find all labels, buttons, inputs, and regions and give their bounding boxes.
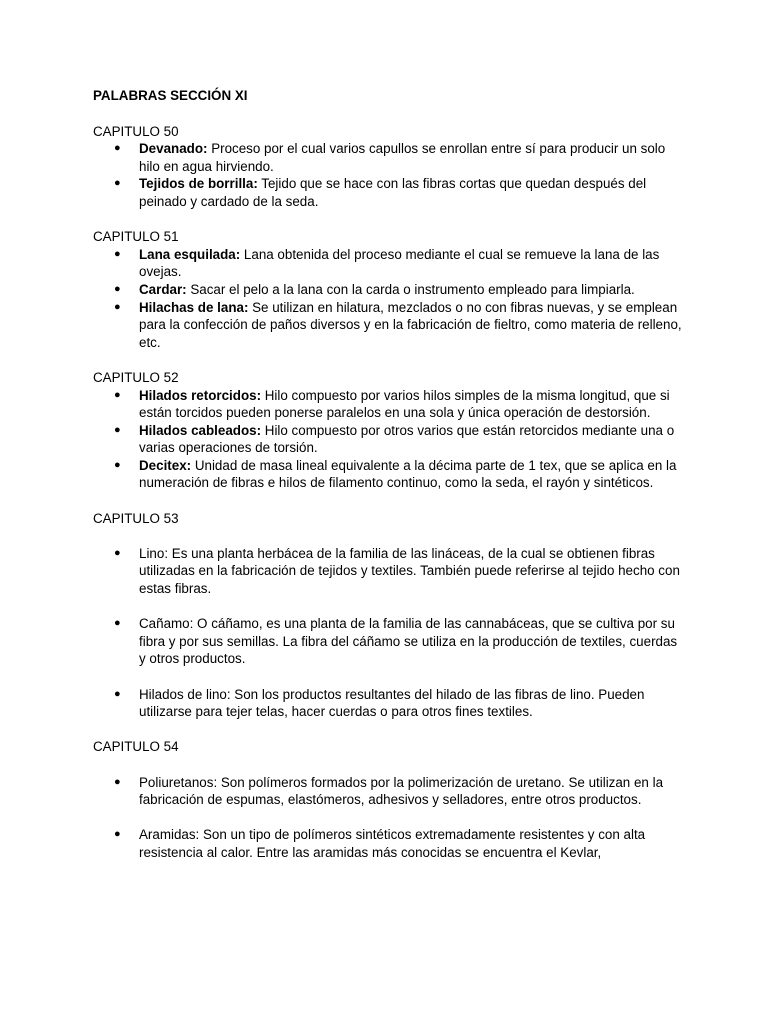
term-label: Hilados cableados: xyxy=(139,422,262,438)
term-list xyxy=(93,387,683,493)
chapter-53 xyxy=(93,510,683,721)
term-label: Lana esquilada: xyxy=(139,246,241,262)
term-definition: Tejido que se hace con las fibras cortas que quedan después del peinado y cardado de la seda. xyxy=(139,176,647,209)
term-list xyxy=(93,545,683,721)
document-title: PALABRAS SECCIÓN XI xyxy=(93,88,248,103)
list-item xyxy=(93,175,683,210)
term-label: Decitex: xyxy=(139,457,192,473)
term-label: Cardar: xyxy=(139,281,187,297)
chapter-heading: CAPITULO 54 xyxy=(93,739,179,755)
page-content xyxy=(93,87,683,862)
term-list xyxy=(93,246,683,352)
term-definition: Se utilizan en hilatura, mezclados o no con fibras nuevas, y se emplean para la confección de paños diversos y en la fabricación de fieltro, como materia de relleno, etc. xyxy=(139,299,682,350)
term-definition: Hilo compuesto por otros varios que están retorcidos mediante una o varias operaciones de torsión. xyxy=(139,422,675,456)
term-definition: Unidad de masa lineal equivalente a la décima parte de 1 tex, que se aplica en la numeración de fibras e hilos de filamento continuo, como la seda, el rayón y sintéticos. xyxy=(139,457,677,491)
list-item: ● Cañamo: O cáñamo, es una planta de la familia de las cannabáceas, que se cultiva por su fibra y por sus semillas. La fibra del cáñamo se utiliza en la producción de textiles, cuerdas y otros productos. xyxy=(93,615,683,668)
chapter-heading: CAPITULO 53 xyxy=(93,510,179,526)
chapter-50 xyxy=(93,123,683,211)
chapter-52 xyxy=(93,369,683,492)
list-item: ● Lino: Es una planta herbácea de la familia de las lináceas, de la cual se obtienen fibras utilizadas en la fabricación de tejidos y textiles. También puede referirse al tejido hecho con estas fibras. xyxy=(93,545,683,598)
list-item: ● Hilados de lino: Son los productos resultantes del hilado de las fibras de lino. Pueden utilizarse para tejer telas, hacer cuerdas o para otros fines textiles. xyxy=(93,686,683,721)
term-label: Hilados retorcidos: xyxy=(139,387,262,403)
chapter-heading: CAPITULO 52 xyxy=(93,369,179,385)
list-item xyxy=(93,281,683,299)
chapter-heading: CAPITULO 50 xyxy=(93,123,179,139)
term-definition: Lana obtenida del proceso mediante el cual se remueve la lana de las ovejas. xyxy=(139,246,660,280)
list-item xyxy=(93,246,683,281)
term-definition: Hilo compuesto por varios hilos simples de la misma longitud, que si están torcidos pueden ponerse paralelos en una sola y única operación de destorsión. xyxy=(139,387,670,421)
term-definition: Sacar el pelo a la lana con la carda o instrumento empleado para limpiarla. xyxy=(186,281,635,297)
chapter-51 xyxy=(93,228,683,351)
term-list xyxy=(93,140,683,210)
term-label: Hilachas de lana: xyxy=(139,299,249,315)
chapter-54 xyxy=(93,738,683,861)
list-item xyxy=(93,299,683,352)
term-definition: Proceso por el cual varios capullos se enrollan entre sí para producir un solo hilo en agua hirviendo. xyxy=(139,141,666,174)
term-label: Devanado: xyxy=(139,141,208,157)
term-label: Tejidos de borrilla: xyxy=(139,176,258,192)
term-list xyxy=(93,774,683,862)
list-item xyxy=(93,387,683,422)
list-item xyxy=(93,422,683,457)
chapter-heading: CAPITULO 51 xyxy=(93,229,179,245)
list-item xyxy=(93,457,683,492)
list-item xyxy=(93,140,683,175)
list-item: ● Aramidas: Son un tipo de polímeros sintéticos extremadamente resistentes y con alta resistencia al calor. Entre las aramidas más conocidas se encuentra el Kevlar, xyxy=(93,826,683,861)
list-item: ● Poliuretanos: Son polímeros formados por la polimerización de uretano. Se utilizan en la fabricación de espumas, elastómeros, adhesivos y selladores, entre otros productos. xyxy=(93,774,683,809)
